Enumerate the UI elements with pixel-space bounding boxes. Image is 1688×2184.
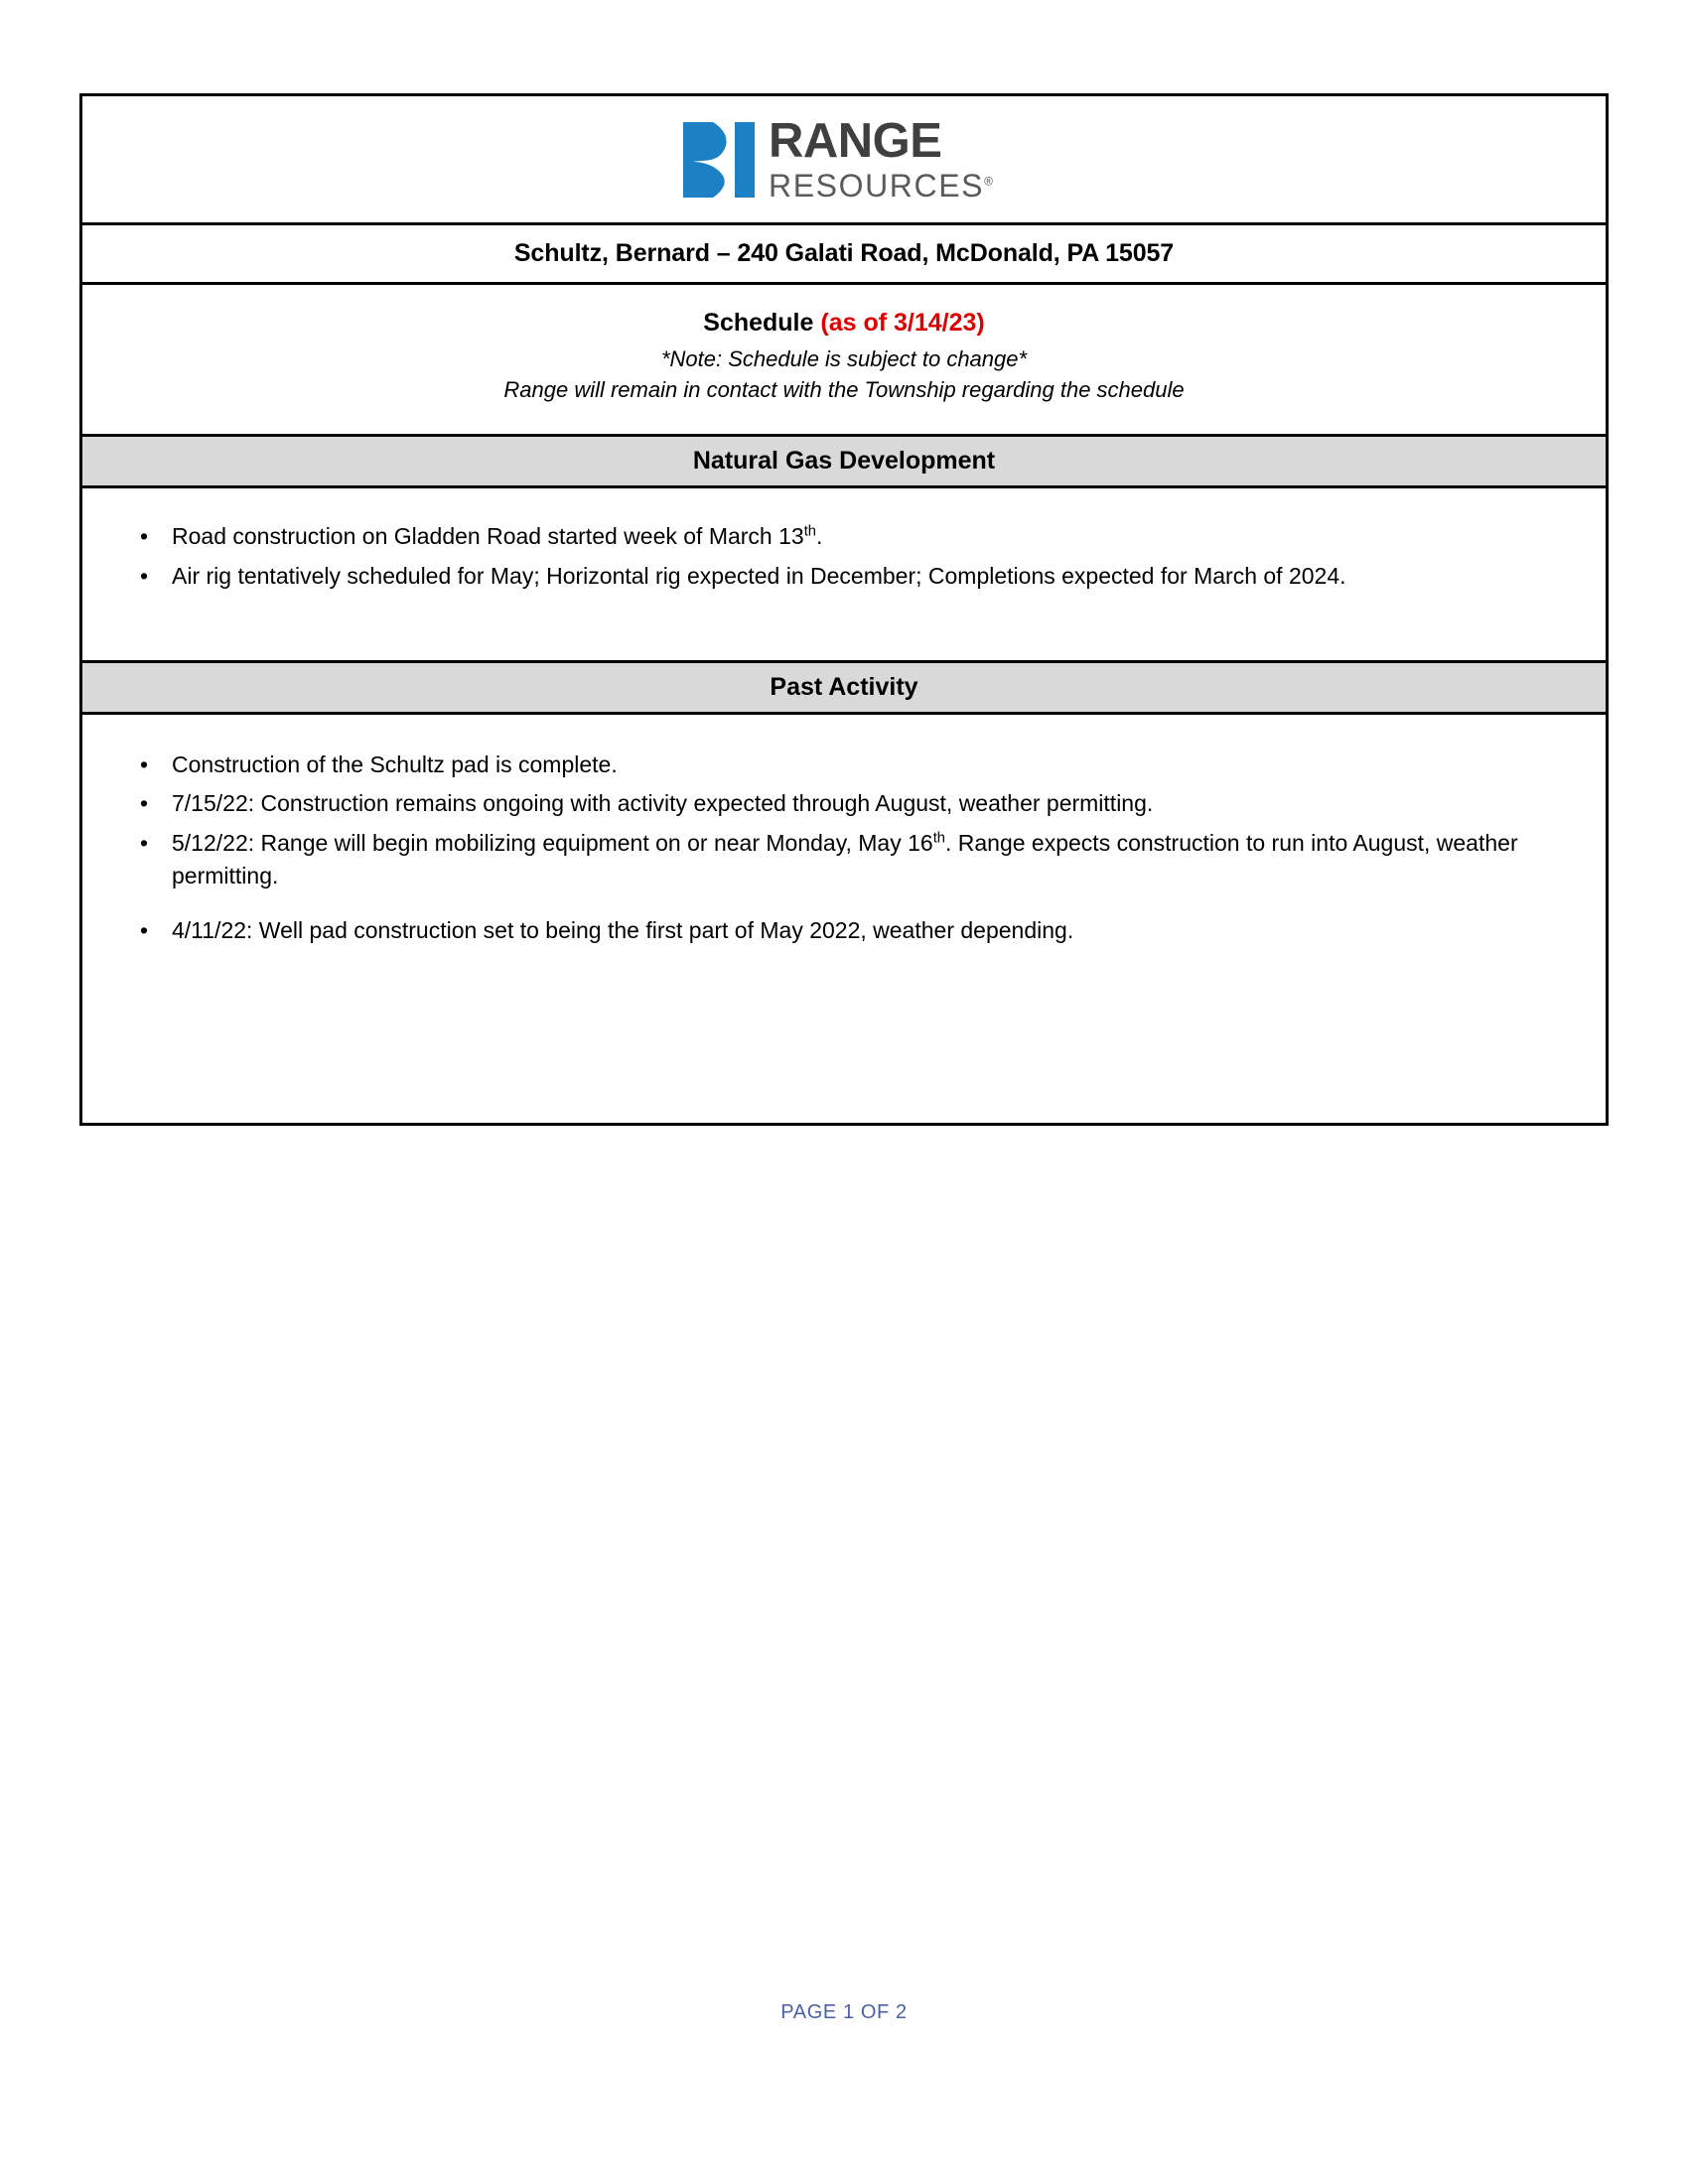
- logo-wordmark: [769, 114, 993, 204]
- logo-word-resources: RESOURCES®: [769, 168, 993, 204]
- schedule-heading: [92, 307, 1596, 340]
- property-title-row: [82, 225, 1606, 285]
- list-item: [82, 787, 1606, 820]
- list-item-text: Construction of the Schultz pad is complete.: [172, 751, 618, 777]
- range-resources-logo: [683, 114, 993, 204]
- section-content-natural-gas-development: [82, 488, 1606, 663]
- section-header-label: Past Activity: [770, 672, 918, 701]
- list-item-superscript: th: [803, 523, 816, 540]
- list-item-text: Road construction on Gladden Road started week of March 13: [172, 523, 804, 550]
- list-item-superscript: th: [932, 830, 945, 846]
- list-item-text: 4/11/22: Well pad construction set to being the first part of May 2022, weather depending.: [172, 917, 1074, 944]
- logo-row: [82, 96, 1606, 225]
- section-header-natural-gas-development: [82, 437, 1606, 488]
- range-r-mark-icon: [683, 122, 755, 198]
- list-item-text: Air rig tentatively scheduled for May; Horizontal rig expected in December; Completions expected for March of 2024.: [172, 562, 1346, 589]
- bullet-dot-icon: •: [140, 523, 149, 550]
- bullet-dot-icon: •: [140, 751, 149, 777]
- schedule-note-line-1: *Note: Schedule is subject to change*: [660, 345, 1028, 371]
- section-header-past-activity: [82, 663, 1606, 715]
- schedule-heading-label: Schedule: [703, 309, 814, 337]
- list-item: [82, 560, 1606, 593]
- list-item: [82, 914, 1606, 947]
- list-item: [82, 749, 1606, 781]
- list-item: [82, 520, 1606, 553]
- bullet-dot-icon: •: [140, 917, 149, 944]
- page-title: Schultz, Bernard – 240 Galati Road, McDonald, PA 15057: [513, 239, 1175, 267]
- bullet-dot-icon: •: [140, 829, 149, 856]
- schedule-as-of-date: (as of 3/14/23): [820, 309, 985, 337]
- bullet-dot-icon: •: [140, 562, 149, 589]
- section-content-past-activity: [82, 715, 1606, 1123]
- bullet-list: [82, 749, 1606, 948]
- registered-trademark-icon: ®: [984, 174, 993, 189]
- logo-word-range: RANGE: [769, 114, 942, 168]
- section-header-label: Natural Gas Development: [692, 447, 996, 476]
- page-footer: [0, 2001, 1688, 2024]
- list-item-text: 5/12/22: Range will begin mobilizing equipment on or near Monday, May 16: [172, 829, 933, 856]
- list-item: [82, 827, 1606, 893]
- bullet-dot-icon: •: [140, 790, 149, 817]
- list-item-text-tail: .: [815, 523, 823, 550]
- page-number-label: PAGE 1 OF 2: [780, 2001, 908, 2023]
- list-item-text-tail: . Range expects construction to run into August, weather permitting.: [172, 829, 1518, 888]
- list-item-text: 7/15/22: Construction remains ongoing with activity expected through August, weather permitting.: [172, 790, 1154, 817]
- schedule-row: [82, 285, 1606, 437]
- schedule-table: [79, 93, 1609, 1126]
- bullet-list: [82, 520, 1606, 593]
- schedule-note-line-2: Range will remain in contact with the Township regarding the schedule: [503, 377, 1185, 403]
